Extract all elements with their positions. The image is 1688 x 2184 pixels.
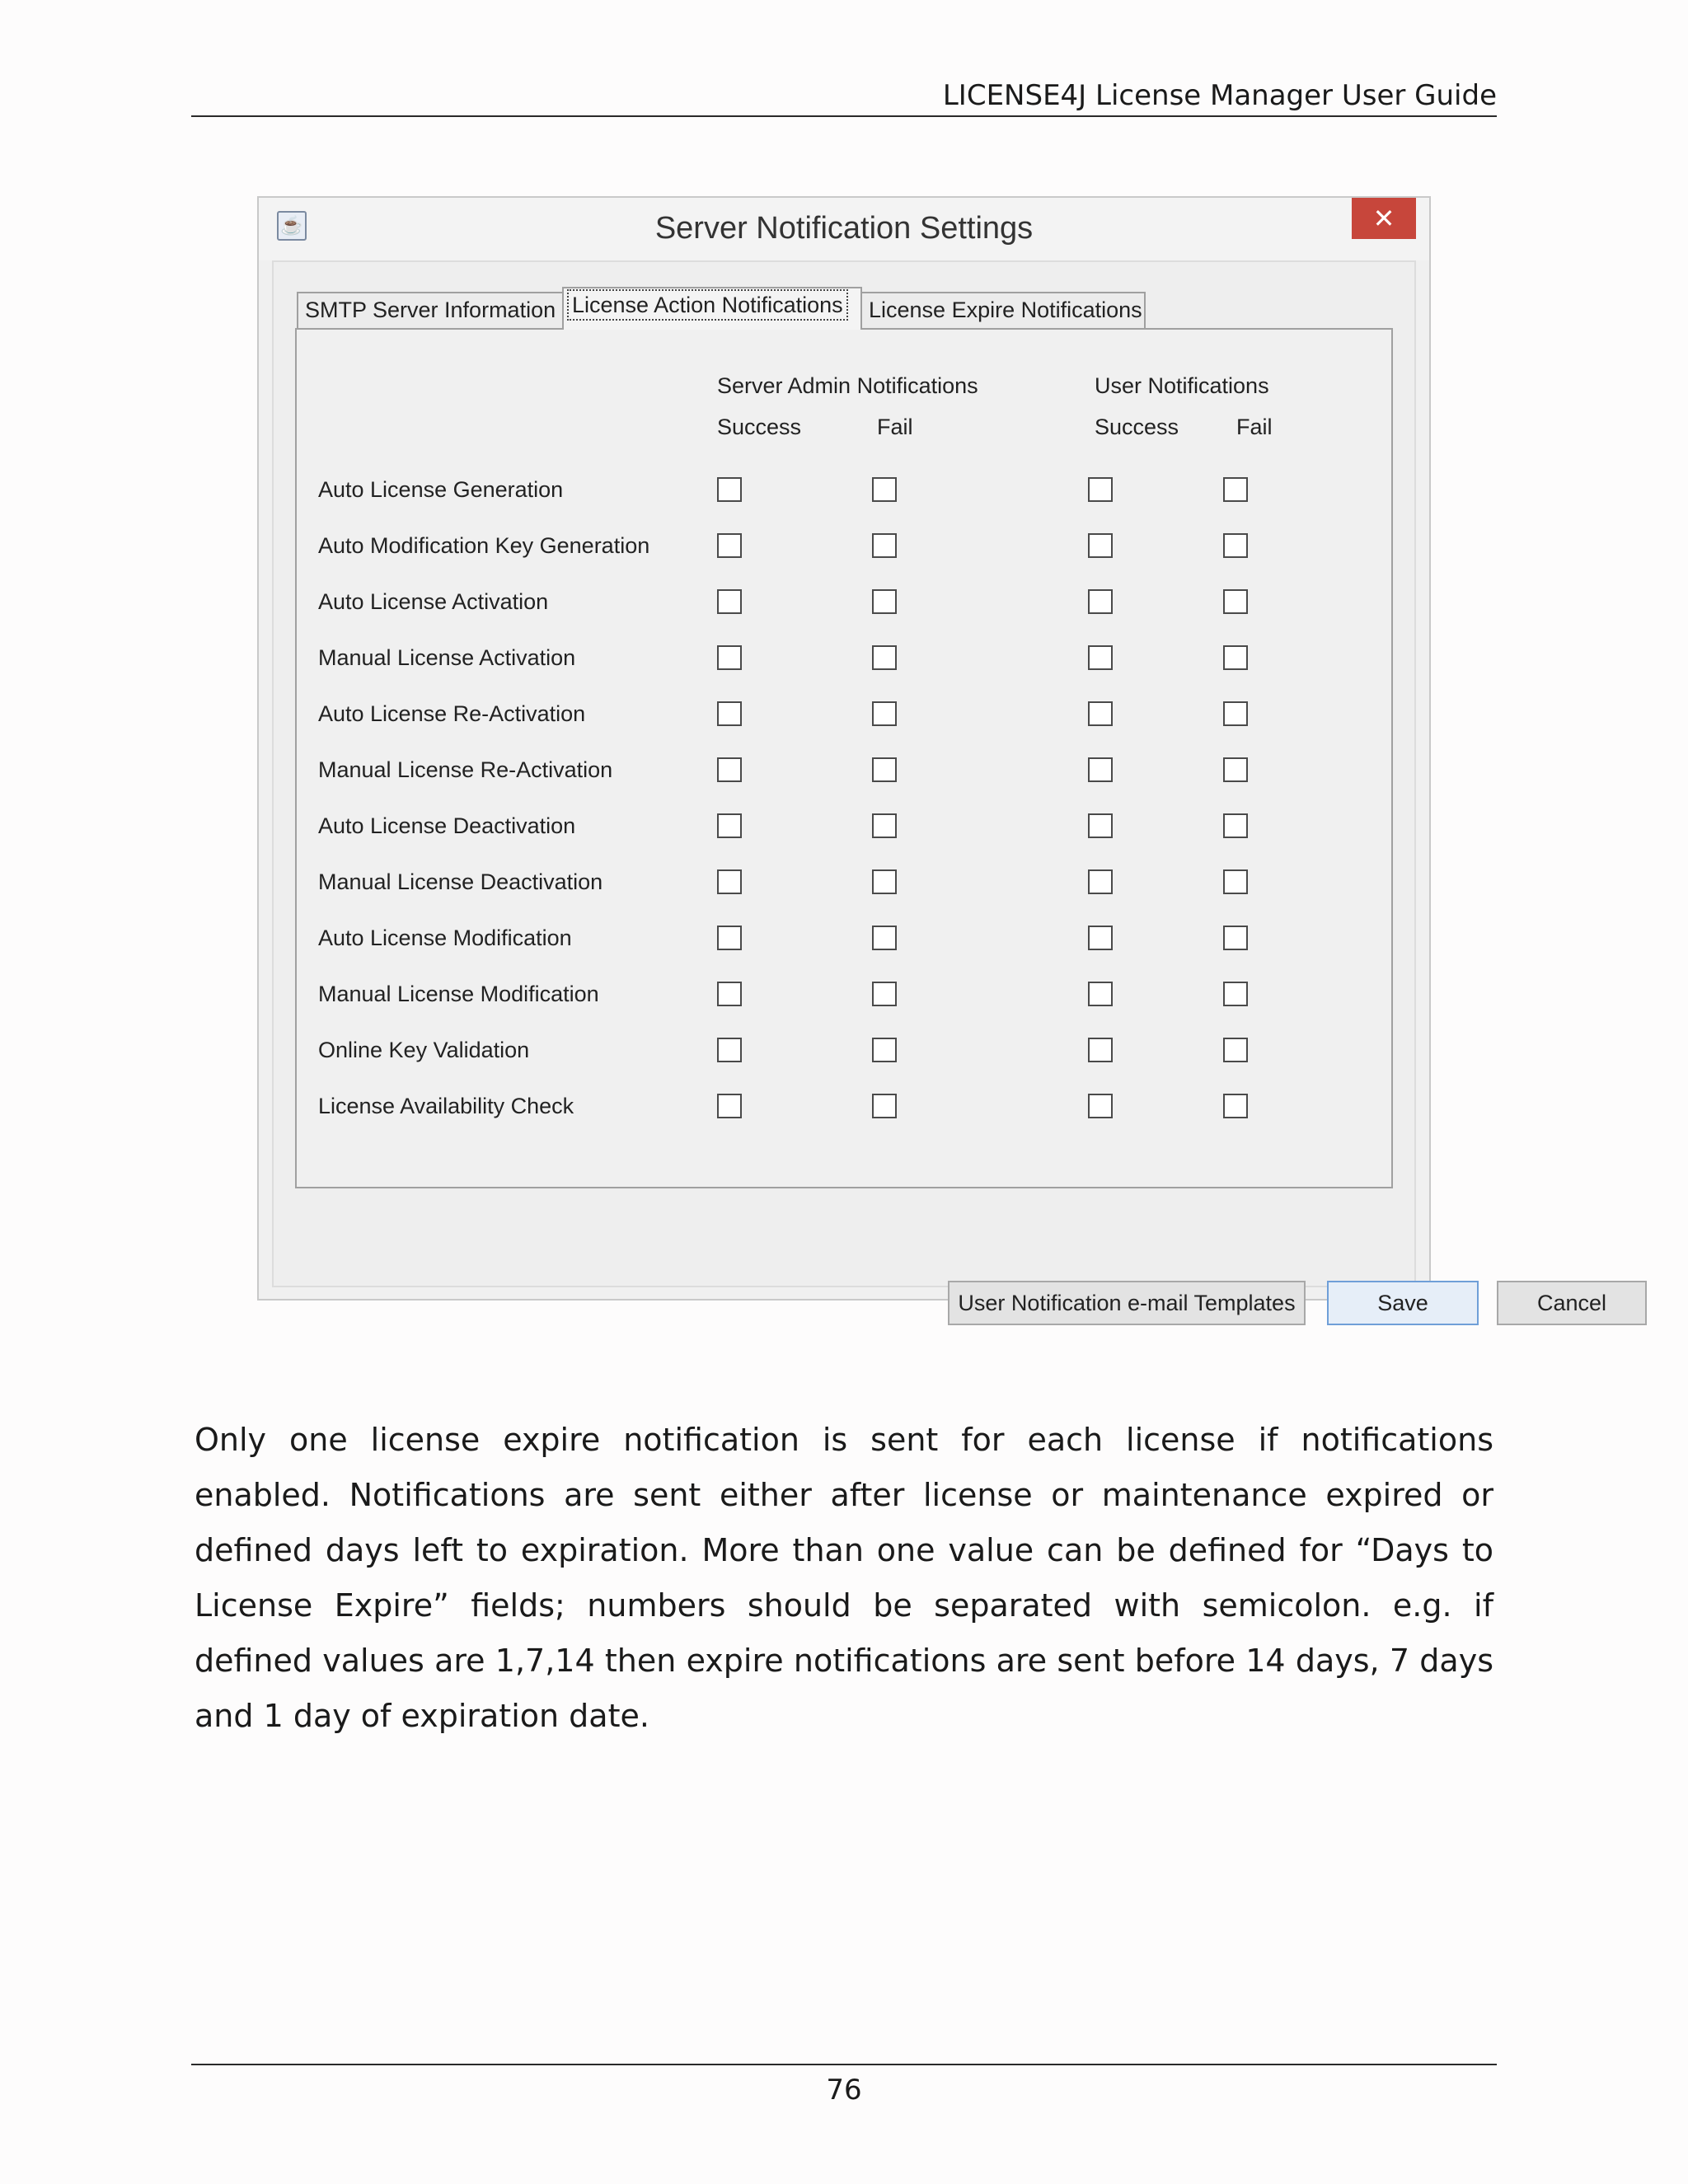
admin-fail-checkbox[interactable] bbox=[872, 477, 897, 502]
admin-fail-checkbox[interactable] bbox=[872, 926, 897, 950]
row-label: Manual License Re-Activation bbox=[318, 757, 613, 782]
admin-success-checkbox[interactable] bbox=[717, 589, 742, 614]
admin-fail-checkbox[interactable] bbox=[872, 533, 897, 558]
user-fail-checkbox[interactable] bbox=[1223, 1094, 1248, 1118]
row-label: Auto License Re-Activation bbox=[318, 701, 586, 726]
user-fail-checkbox[interactable] bbox=[1223, 869, 1248, 894]
header-rule bbox=[191, 115, 1497, 117]
user-success-checkbox[interactable] bbox=[1088, 1094, 1113, 1118]
java-cup-icon: ☕ bbox=[277, 211, 307, 241]
admin-success-checkbox[interactable] bbox=[717, 869, 742, 894]
row-label: Auto License Activation bbox=[318, 589, 549, 614]
tab-license-action-notifications[interactable]: License Action Notifications bbox=[562, 287, 862, 330]
user-notification-email-templates-button[interactable]: User Notification e-mail Templates bbox=[948, 1281, 1306, 1325]
row-label: Manual License Modification bbox=[318, 982, 599, 1006]
admin-fail-checkbox[interactable] bbox=[872, 1038, 897, 1062]
user-success-checkbox[interactable] bbox=[1088, 757, 1113, 782]
row-label: Auto License Modification bbox=[318, 926, 572, 950]
dialog-client-area bbox=[272, 260, 1607, 1315]
user-success-checkbox[interactable] bbox=[1088, 1038, 1113, 1062]
user-fail-checkbox[interactable] bbox=[1223, 701, 1248, 726]
footer-rule bbox=[191, 2064, 1497, 2065]
admin-fail-checkbox[interactable] bbox=[872, 982, 897, 1006]
user-success-checkbox[interactable] bbox=[1088, 533, 1113, 558]
cancel-button[interactable]: Cancel bbox=[1497, 1281, 1647, 1325]
user-fail-checkbox[interactable] bbox=[1223, 757, 1248, 782]
close-icon: ✕ bbox=[1372, 204, 1395, 233]
user-fail-checkbox[interactable] bbox=[1223, 982, 1248, 1006]
dialog-title: Server Notification Settings bbox=[654, 211, 1034, 246]
admin-fail-checkbox[interactable] bbox=[872, 645, 897, 670]
admin-success-checkbox[interactable] bbox=[717, 982, 742, 1006]
user-success-checkbox[interactable] bbox=[1088, 701, 1113, 726]
title-bar[interactable] bbox=[259, 198, 1429, 260]
tab-smtp-server-information[interactable]: SMTP Server Information bbox=[297, 292, 564, 328]
admin-success-checkbox[interactable] bbox=[717, 757, 742, 782]
user-success-checkbox[interactable] bbox=[1088, 645, 1113, 670]
license-action-notifications-panel bbox=[295, 328, 1393, 1188]
user-success-checkbox[interactable] bbox=[1088, 926, 1113, 950]
user-success-checkbox[interactable] bbox=[1088, 982, 1113, 1006]
admin-success-checkbox[interactable] bbox=[717, 701, 742, 726]
admin-fail-header: Fail bbox=[877, 415, 913, 439]
user-success-checkbox[interactable] bbox=[1088, 477, 1113, 502]
close-button[interactable] bbox=[1352, 198, 1416, 239]
user-success-checkbox[interactable] bbox=[1088, 869, 1113, 894]
admin-success-checkbox[interactable] bbox=[717, 645, 742, 670]
save-button[interactable]: Save bbox=[1327, 1281, 1479, 1325]
row-label: Auto Modification Key Generation bbox=[318, 533, 650, 558]
row-label: Auto License Generation bbox=[318, 477, 564, 502]
server-admin-notifications-header: Server Admin Notifications bbox=[717, 373, 978, 398]
user-notifications-header: User Notifications bbox=[1095, 373, 1269, 398]
user-success-header: Success bbox=[1095, 415, 1179, 439]
admin-success-checkbox[interactable] bbox=[717, 813, 742, 838]
user-fail-checkbox[interactable] bbox=[1223, 477, 1248, 502]
row-label: Manual License Activation bbox=[318, 645, 576, 670]
user-fail-checkbox[interactable] bbox=[1223, 926, 1248, 950]
user-fail-checkbox[interactable] bbox=[1223, 589, 1248, 614]
page-number: 76 bbox=[826, 2074, 862, 2107]
user-success-checkbox[interactable] bbox=[1088, 813, 1113, 838]
row-label: Online Key Validation bbox=[318, 1038, 530, 1062]
row-label: License Availability Check bbox=[318, 1094, 574, 1118]
admin-success-checkbox[interactable] bbox=[717, 477, 742, 502]
admin-fail-checkbox[interactable] bbox=[872, 813, 897, 838]
body-paragraph: Only one license expire notification is sent for each license if notifications enabled. Notifications are sent either after license or maintenance expired or defined days left to expiration. More than one value can be defined for “Days to License Expire” fields; numbers should be separated with semicolon. e.g. if defined values are 1,7,14 then expire notifications are sent before 14 days, 7 days and 1 day of expiration date. bbox=[195, 1422, 1493, 1734]
user-fail-checkbox[interactable] bbox=[1223, 1038, 1248, 1062]
admin-success-header: Success bbox=[717, 415, 802, 439]
admin-fail-checkbox[interactable] bbox=[872, 1094, 897, 1118]
user-success-checkbox[interactable] bbox=[1088, 589, 1113, 614]
running-header: LICENSE4J License Manager User Guide bbox=[942, 79, 1497, 112]
tab-license-expire-notifications[interactable]: License Expire Notifications bbox=[860, 292, 1146, 328]
user-fail-checkbox[interactable] bbox=[1223, 645, 1248, 670]
admin-success-checkbox[interactable] bbox=[717, 1038, 742, 1062]
admin-fail-checkbox[interactable] bbox=[872, 757, 897, 782]
user-fail-header: Fail bbox=[1236, 415, 1273, 439]
admin-success-checkbox[interactable] bbox=[717, 533, 742, 558]
admin-fail-checkbox[interactable] bbox=[872, 869, 897, 894]
user-fail-checkbox[interactable] bbox=[1223, 813, 1248, 838]
row-label: Auto License Deactivation bbox=[318, 813, 576, 838]
admin-success-checkbox[interactable] bbox=[717, 926, 742, 950]
row-label: Manual License Deactivation bbox=[318, 869, 603, 894]
admin-success-checkbox[interactable] bbox=[717, 1094, 742, 1118]
user-fail-checkbox[interactable] bbox=[1223, 533, 1248, 558]
admin-fail-checkbox[interactable] bbox=[872, 701, 897, 726]
admin-fail-checkbox[interactable] bbox=[872, 589, 897, 614]
server-notification-settings-dialog bbox=[257, 196, 1607, 1315]
